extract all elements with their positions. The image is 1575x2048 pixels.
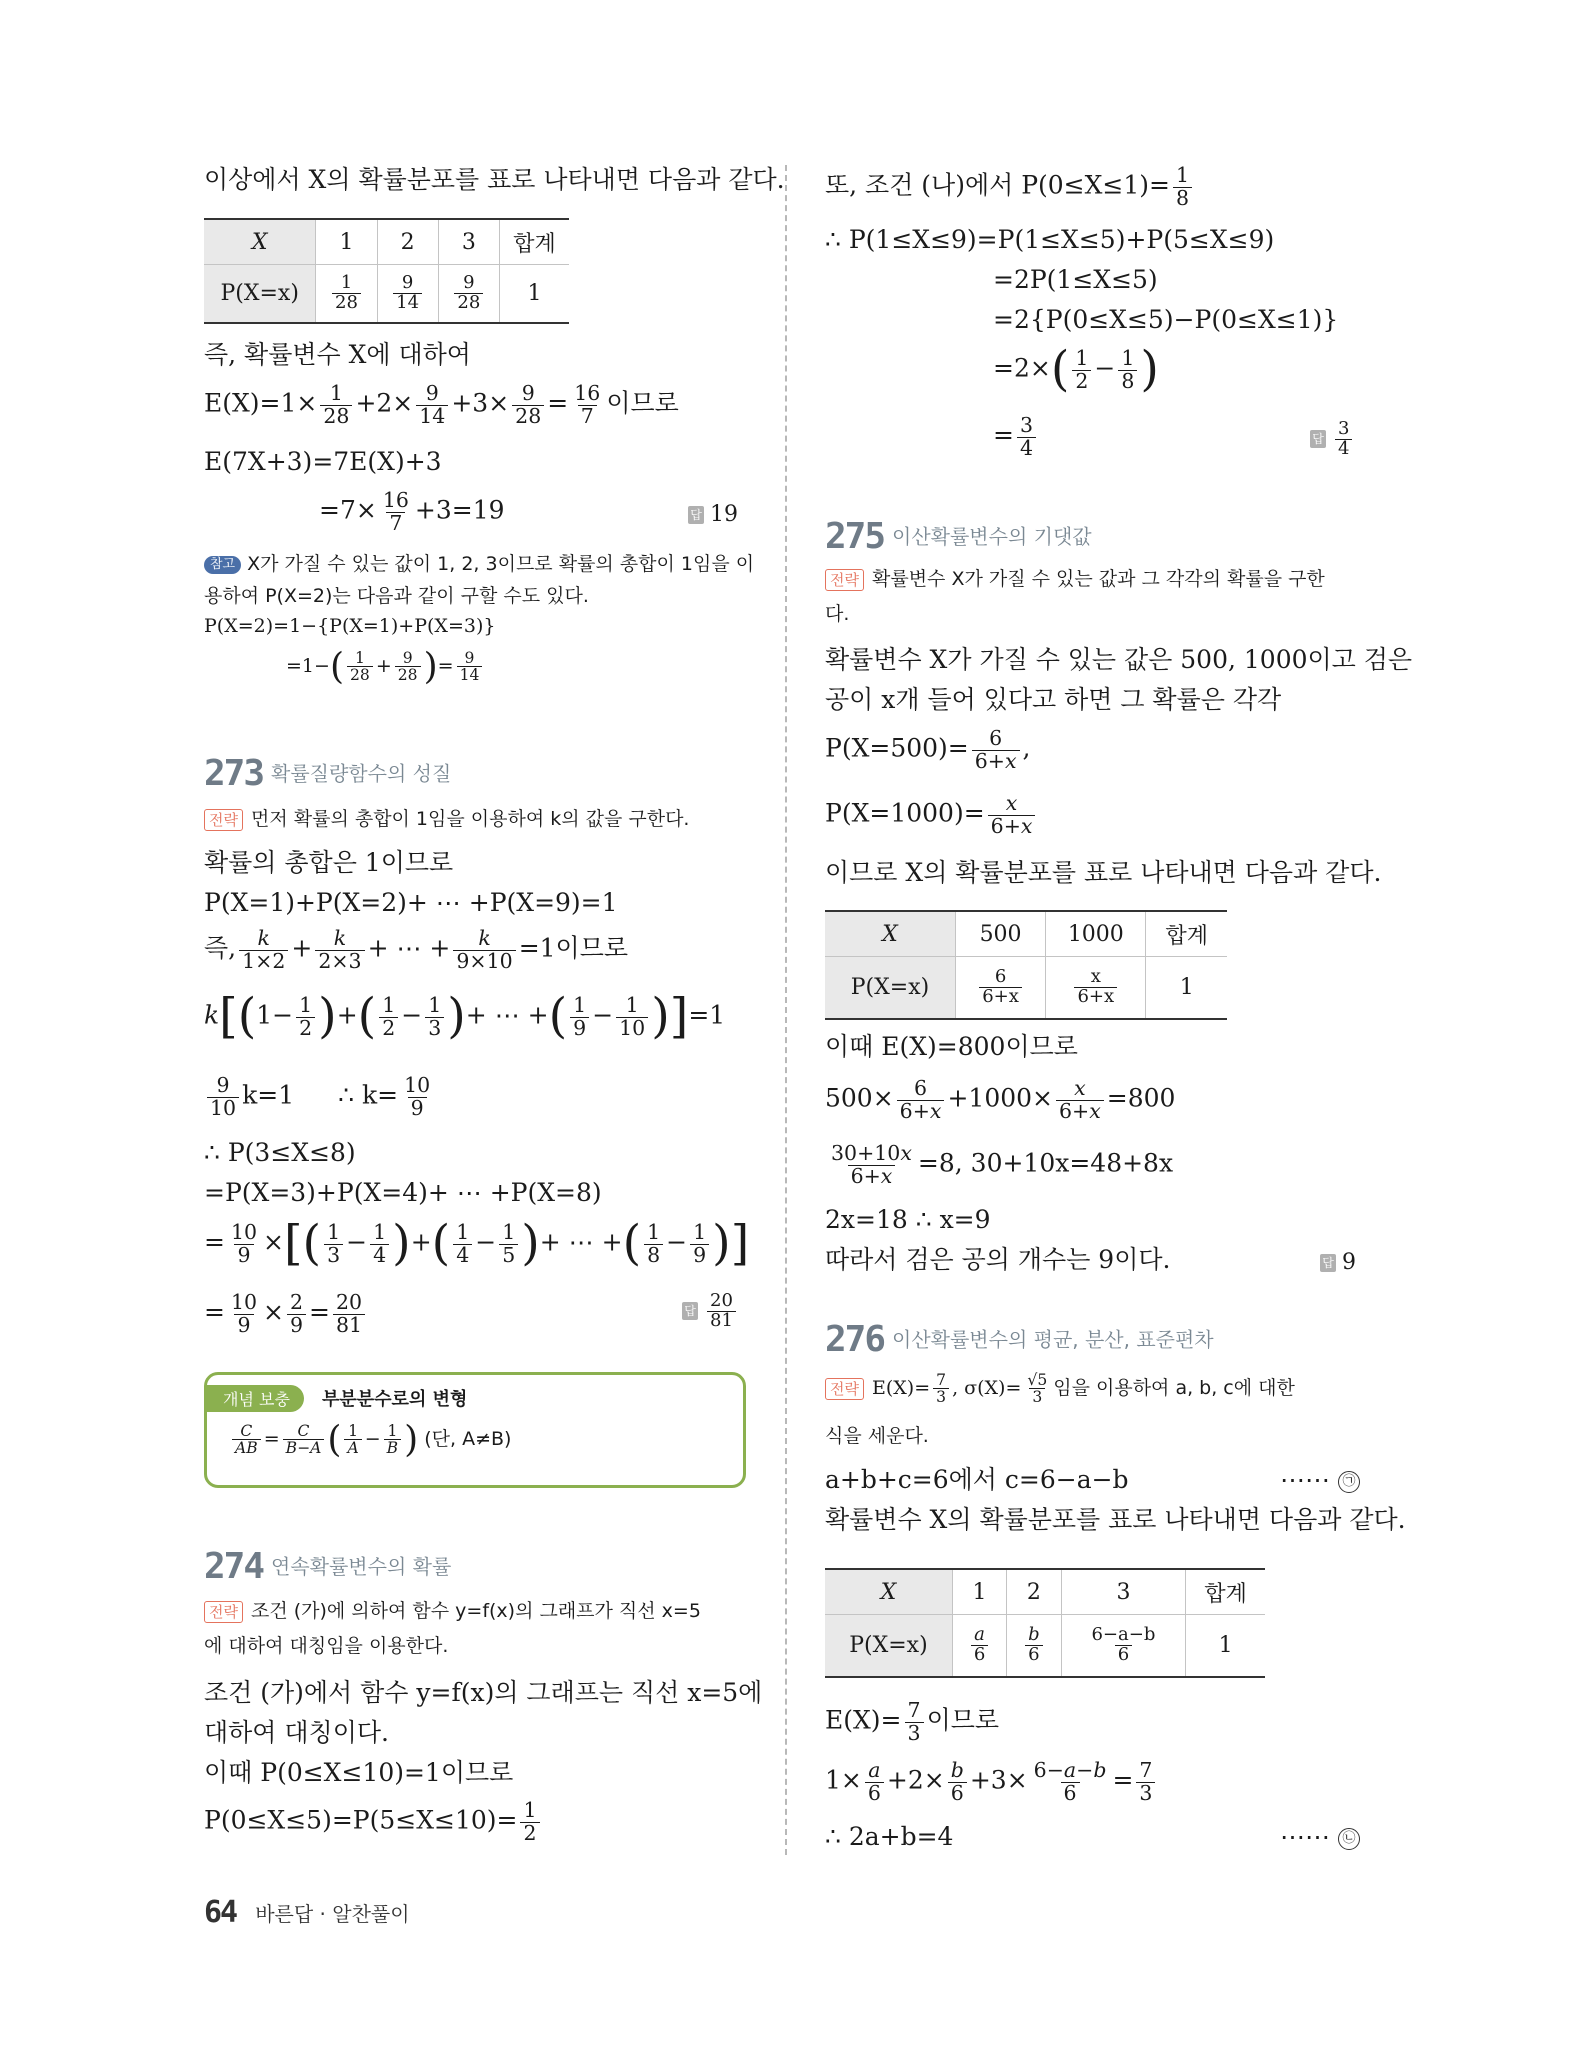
text-line: 확률의 총합은 1이므로	[204, 848, 454, 877]
page-number: 64	[204, 1895, 237, 1930]
problem-header-274: 274 연속확률변수의 확률	[204, 1546, 452, 1587]
table-cell: 합계	[1186, 1569, 1265, 1615]
formula-line: =P(X=3)+P(X=4)+ ⋯ +P(X=8)	[204, 1178, 602, 1207]
text-line: 따라서 검은 공의 개수는 9이다.	[825, 1245, 1171, 1274]
note-line-2: 용하여 P(X=2)는 다음과 같이 구할 수도 있다.	[204, 585, 589, 607]
table-cell: P(X=x)	[825, 1615, 952, 1677]
note-line-3: P(X=2)=1−{P(X=1)+P(X=3)}	[204, 615, 496, 637]
formula-e7x: E(7X+3)=7E(X)+3	[204, 447, 442, 476]
table-cell: P(X=x)	[825, 957, 955, 1019]
formula-line: $\frac{30+10x}{6+x}$ =8, 30+10x=48+8x	[831, 1141, 1174, 1188]
formula-ex: E(X)=1× $\frac{1}{28}$ +2× $\frac{9}{14}$ +3× $\frac{9}{28}$ = $\frac{16}{7}$ 이므로	[204, 381, 679, 428]
formula-line: =2{P(0≤X≤5)−P(0≤X≤1)}	[993, 305, 1339, 334]
table-cell: $\frac{6}{6+x}$	[955, 957, 1045, 1019]
table-cell: 합계	[1146, 911, 1227, 957]
formula-line: P(X=1)+P(X=2)+ ⋯ +P(X=9)=1	[204, 888, 618, 917]
formula-line: a+b+c=6에서 c=6−a−b	[825, 1465, 1129, 1494]
formula-line: 또, 조건 (나)에서 P(0≤X≤1)= $\frac{1}{8}$	[825, 165, 1195, 209]
formula-e7x-result: =7× $\frac{16}{7}$ +3=19	[319, 488, 505, 535]
table-cell: $\frac{x}{6+x}$	[1046, 957, 1146, 1019]
column-divider	[785, 165, 787, 1855]
table-row	[825, 1569, 1265, 1615]
strategy-275-line-1: 전략 확률변수 X가 가질 수 있는 값과 그 각각의 확률을 구한	[825, 568, 1325, 591]
formula-line: ∴ P(1≤X≤9)=P(1≤X≤5)+P(5≤X≤9)	[825, 225, 1275, 254]
text-line: 이때 P(0≤X≤10)=1이므로	[204, 1758, 514, 1787]
strategy-tag: 전략	[825, 1378, 864, 1400]
strategy-273: 전략 먼저 확률의 총합이 1임을 이용하여 k의 값을 구한다.	[204, 808, 689, 831]
distribution-table-2	[825, 910, 1227, 1020]
book-title: 바른답 · 알찬풀이	[255, 1902, 410, 1926]
table-cell: X	[204, 219, 316, 265]
equation-marker-1: ⋯⋯ ㉠	[1280, 1465, 1360, 1495]
formula-line: =2P(1≤X≤5)	[993, 265, 1158, 294]
text-line: 대하여 대칭이다.	[204, 1718, 389, 1747]
text-line: 이때 E(X)=800이므로	[825, 1032, 1078, 1061]
table-cell: $\frac{a}{6}$	[952, 1615, 1006, 1677]
formula-line: ∴ 2a+b=4	[825, 1822, 954, 1851]
strategy-276-line-1: 전략 E(X)= $\frac{7}{3}$ , σ(X)= $\frac{√5}{3}$ 임을 이용하여 a, b, c에 대한	[825, 1372, 1295, 1406]
answer-icon: 답	[688, 506, 704, 524]
formula-line: P(X=1000)= $\frac{x}{6+x}$	[825, 793, 1038, 837]
table-row	[204, 219, 569, 265]
table-cell: 1000	[1046, 911, 1146, 957]
text-line: 즉, 확률변수 X에 대하여	[204, 340, 471, 369]
distribution-table-1	[204, 218, 569, 324]
table-row	[825, 911, 1227, 957]
formula-line: 즉, $\frac{k}{1\times 2}$ + $\frac{k}{2\times 3}$ + ⋯ + $\frac{k}{9\times 10}$ =1이므로	[204, 926, 629, 973]
table-cell: P(X=x)	[204, 265, 316, 323]
note-line-4: =1−( $\frac{1}{28}$ + $\frac{9}{28}$ )= $\frac{9}{14}$	[286, 650, 485, 684]
page-footer	[204, 1895, 410, 1930]
strategy-274-line-1: 전략 조건 (가)에 의하여 함수 y=f(x)의 그래프가 직선 x=5	[204, 1600, 701, 1623]
answer-272: 답 19	[688, 502, 738, 527]
note-line-1: 참고 X가 가질 수 있는 값이 1, 2, 3이므로 확률의 총합이 1임을 이	[204, 553, 754, 576]
problem-header-275: 275 이산확률변수의 기댓값	[825, 516, 1092, 557]
intro-text: 이상에서 X의 확률분포를 표로 나타내면 다음과 같다.	[204, 165, 785, 194]
text-line: 확률변수 X가 가질 수 있는 값은 500, 1000이고 검은	[825, 645, 1413, 674]
strategy-274-line-2: 에 대하여 대칭임을 이용한다.	[204, 1635, 449, 1657]
strategy-tag: 전략	[204, 809, 243, 831]
formula-line: k[(1− $\frac{1}{2}$ )+( $\frac{1}{2}$ − $\frac{1}{3}$ )+ ⋯ +( $\frac{1}{9}$ − $\frac{1}{10}$ )]=1	[204, 989, 726, 1045]
text-line: 공이 x개 들어 있다고 하면 그 확률은 각각	[825, 685, 1282, 714]
answer-274: 답 $\frac{3}{4}$	[1310, 420, 1355, 459]
note-tag: 참고	[204, 556, 241, 574]
table-row	[825, 1615, 1265, 1677]
table-cell: 1	[316, 219, 377, 265]
answer-icon: 답	[682, 1302, 698, 1320]
strategy-275-line-2: 다.	[825, 603, 850, 625]
table-cell: 1	[952, 1569, 1006, 1615]
formula-line: $\frac{9}{10}$ k=1 ∴ k= $\frac{10}{9}$	[204, 1075, 436, 1119]
table-cell: $\frac{6-a-b}{6}$	[1061, 1615, 1186, 1677]
concept-title: 부분분수로의 변형	[322, 1389, 468, 1410]
answer-273: 답 $\frac{20}{81}$	[682, 1292, 739, 1331]
formula-line: 500× $\frac{6}{6+x}$ +1000× $\frac{x}{6+x}$ =800	[825, 1076, 1176, 1123]
table-cell: 3	[1061, 1569, 1186, 1615]
table-cell: X	[825, 911, 955, 957]
formula-line: P(X=500)= $\frac{6}{6+x}$ ,	[825, 726, 1031, 773]
table-cell: $\frac{b}{6}$	[1007, 1615, 1061, 1677]
formula-line: = $\frac{10}{9}$ × $\frac{2}{9}$ = $\frac{20}{81}$	[204, 1292, 368, 1336]
equation-marker-2: ⋯⋯ ㉡	[1280, 1822, 1360, 1852]
circled-label: ㉡	[1338, 1828, 1360, 1850]
table-row	[204, 265, 569, 323]
concept-tag: 개념 보충	[207, 1385, 304, 1412]
answer-icon: 답	[1320, 1254, 1336, 1272]
table-cell: $\frac{9}{28}$	[438, 265, 499, 323]
formula-line: 1× $\frac{a}{6}$ +2× $\frac{b}{6}$ +3× $\frac{6-a-b}{6}$ = $\frac{7}{3}$	[825, 1760, 1158, 1804]
formula-line: ∴ P(3≤X≤8)	[204, 1138, 356, 1167]
distribution-table-3	[825, 1568, 1265, 1678]
strategy-tag: 전략	[825, 569, 864, 591]
table-cell: 합계	[499, 219, 569, 265]
table-cell: 1	[1146, 957, 1227, 1019]
strategy-tag: 전략	[204, 1601, 243, 1623]
answer-icon: 답	[1310, 430, 1326, 448]
table-cell: $\frac{9}{14}$	[377, 265, 438, 323]
table-row	[825, 957, 1227, 1019]
table-cell: X	[825, 1569, 952, 1615]
formula-line: = $\frac{10}{9}$ ×[( $\frac{1}{3}$ − $\frac{1}{4}$ )+( $\frac{1}{4}$ − $\frac{1}{5}$ )+ ⋯ +( $\frac{1}{8}$ − $\frac{1}{9}$ )]	[204, 1216, 750, 1272]
table-cell: 2	[1007, 1569, 1061, 1615]
problem-header-276: 276 이산확률변수의 평균, 분산, 표준편차	[825, 1319, 1214, 1360]
table-cell: 3	[438, 219, 499, 265]
concept-formula: $\frac{C}{AB}$ = $\frac{C}{B-A}$ ( $\frac{1}{A}$ − $\frac{1}{B}$ ) (단, A≠B)	[229, 1423, 511, 1457]
text-line: 조건 (가)에서 함수 y=f(x)의 그래프는 직선 x=5에	[204, 1678, 763, 1707]
formula-line: E(X)= $\frac{7}{3}$ 이므로	[825, 1698, 1000, 1745]
formula-line: 2x=18 ∴ x=9	[825, 1205, 991, 1234]
text-line: 확률변수 X의 확률분포를 표로 나타내면 다음과 같다.	[825, 1505, 1406, 1534]
table-cell: $\frac{1}{28}$	[316, 265, 377, 323]
text-line: 이므로 X의 확률분포를 표로 나타내면 다음과 같다.	[825, 858, 1382, 887]
answer-275: 답 9	[1320, 1250, 1356, 1275]
formula-line: = $\frac{3}{4}$	[993, 415, 1039, 459]
table-cell: 1	[499, 265, 569, 323]
table-cell: 500	[955, 911, 1045, 957]
concept-box	[204, 1372, 746, 1488]
table-cell: 1	[1186, 1615, 1265, 1677]
formula-line: P(0≤X≤5)=P(5≤X≤10)= $\frac{1}{2}$	[204, 1800, 543, 1844]
problem-header-273: 273 확률질량함수의 성질	[204, 753, 452, 794]
strategy-276-line-2: 식을 세운다.	[825, 1425, 929, 1447]
formula-line: =2×( $\frac{1}{2}$ − $\frac{1}{8}$ )	[993, 342, 1159, 398]
circled-label: ㉠	[1338, 1471, 1360, 1493]
table-cell: 2	[377, 219, 438, 265]
